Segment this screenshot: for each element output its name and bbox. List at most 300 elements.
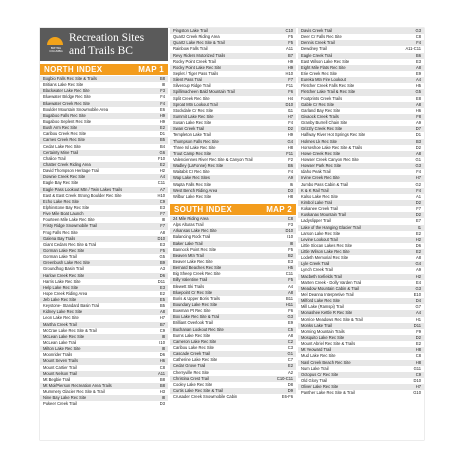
site-name: Morrice Meadows Rec Site & Trail [301, 316, 363, 322]
grid-code: G5 [159, 254, 165, 260]
grid-code: D3 [287, 187, 293, 193]
site-name: Mount Nelson Trail [43, 370, 78, 376]
site-name: Three Isl Lake Rec Site [173, 144, 216, 150]
site-name: Erie Creek Rec Site [301, 70, 337, 76]
grid-code: B4 [159, 143, 165, 149]
site-name: Mill Lake (Ramspi) Trail [301, 304, 344, 310]
grid-code: C8 [415, 353, 421, 359]
site-name: Ladyslipper Trail [301, 218, 331, 224]
site-name: David Thompson Heritage Trail [43, 168, 100, 174]
site-name: Bluepoint Cr Rec Site [173, 289, 213, 295]
site-name: Lodeth Memorial Rec Site [301, 255, 349, 261]
grid-code: C11 [157, 180, 165, 186]
grid-code: H8 [415, 359, 421, 365]
site-name: Morning Mountain Trails [301, 328, 345, 334]
grid-code: E7 [415, 218, 421, 224]
north-index-header [40, 64, 168, 75]
site-name: Horseshoe Lake Rec Site & Trails [301, 144, 363, 150]
index-column-1 [40, 28, 168, 440]
grid-code: F7 [288, 77, 293, 83]
south-index-map: MAP 2 [266, 205, 292, 214]
site-name: Fourteen Mile Lake Rec Site [43, 217, 95, 223]
site-name: Moonrider Trails [43, 352, 73, 358]
site-name: Silent Pass Trail [173, 77, 203, 83]
south-index-label: SOUTH INDEX [174, 205, 232, 214]
grid-code: F6 [288, 308, 293, 314]
site-name: Blewett Ski Trails [173, 283, 205, 289]
site-name: Bush Arm Rec Site [43, 125, 78, 131]
site-name: Givaock Creek Trails [301, 113, 339, 119]
grid-code: B6 [287, 163, 293, 169]
grid-code: I10 [159, 340, 165, 346]
grid-code: E2 [287, 363, 293, 369]
grid-code: A4 [415, 310, 421, 316]
site-name: Jumbo Pass Cabin & Trail [301, 181, 349, 187]
grid-code: E3 [159, 204, 165, 210]
south-index-list-2 [298, 28, 424, 396]
grid-code: C9 [159, 198, 165, 204]
grid-code: F9 [416, 328, 421, 334]
grid-code: E2 [159, 290, 165, 296]
site-name: Caribou Creek Rec Site [43, 131, 87, 137]
grid-code: B2 [287, 252, 293, 258]
site-name: Sproat Mtn Lookout Trail [173, 101, 218, 107]
site-name: Greenbush Lake Rec Site [43, 260, 90, 266]
grid-code: F7 [416, 206, 421, 212]
grid-code: C9 [159, 327, 165, 333]
grid-code: C10 [285, 28, 293, 33]
site-name: Cameron Lake Rec Site [173, 338, 217, 344]
site-name: Mt Moi/Pierson Recreation Area Trails [43, 383, 112, 389]
site-name: Revy Riders Motorized Trails [173, 52, 226, 58]
site-name: Thompson Falls Rec Site [173, 138, 219, 144]
site-name: Carnes Creek Rec Site [43, 137, 85, 143]
grid-code: H2 [159, 168, 165, 174]
grid-code: A8 [415, 255, 421, 261]
grid-code: F4 [160, 100, 165, 106]
site-name: Box Lake Rec Site & Trail [173, 314, 220, 320]
site-name: Cascade Creek Trail [173, 351, 211, 357]
site-name: Grizzly Creek Rec Site [301, 126, 343, 132]
grid-code: F3 [160, 88, 165, 94]
site-name: Kimbol Lake Trail [301, 199, 333, 205]
grid-code: D4 [415, 298, 421, 304]
grid-code: F8 [416, 113, 421, 119]
grid-code: G2 [415, 181, 421, 187]
grid-code: A9 [415, 267, 421, 273]
site-name: Martha Creek Trail [43, 321, 77, 327]
sun-icon [47, 37, 63, 45]
site-name: Dewdney Trail [301, 46, 327, 52]
grid-code: A4 [287, 283, 293, 289]
site-name: Harlow Creek Rec Site [43, 272, 85, 278]
site-name: Boulder Mountain Snowmobile Area [43, 106, 109, 112]
south-index-header [170, 204, 296, 215]
site-name: Eagle Pass Lookout Mtn / Twin Lakes Trails [43, 186, 123, 192]
site-name: Granby Burrell Chain Site [301, 120, 348, 126]
site-name: Keystone- Standard Basin Trail [43, 303, 100, 309]
site-name: Buchanan Lookout Rec Site [173, 326, 224, 332]
site-name: Num Lake Trail [301, 365, 329, 371]
site-name: Britians Lake Rec Site [43, 82, 84, 88]
index-column-3 [298, 28, 424, 440]
grid-code: E8 [415, 95, 421, 101]
site-name: Howser Park Rec Site [301, 163, 342, 169]
grid-code: D11 [157, 278, 165, 284]
grid-code: I8 [161, 217, 165, 223]
site-name: Beaven Mtn Trail [173, 252, 204, 258]
grid-code: B8 [159, 376, 165, 382]
site-name: Quartz Lake Rec Site & Trail [173, 40, 225, 46]
index-sheet [40, 28, 424, 440]
site-name: Stockdale Cr Rec Site [173, 107, 214, 113]
site-name: Kuskanax Mountain Trail [301, 212, 346, 218]
site-name: Lyle Creek Trail [301, 261, 330, 267]
grid-code: H6 [159, 358, 165, 364]
site-name: Catherine Lake Rec Site [173, 357, 218, 363]
grid-code: F11 [286, 83, 293, 89]
grid-code: H2 [415, 236, 421, 242]
site-name: Beaver Lake Rec Site [173, 258, 213, 264]
grid-code: E10 [413, 292, 421, 298]
site-name: Boundary Lake Rec Site [173, 301, 218, 307]
site-name: K & K Rail Trail [301, 187, 329, 193]
site-name: Lake of the Hanging Glacier Trail [301, 224, 361, 230]
grid-code: D10 [157, 235, 165, 241]
grid-code: H9 [159, 118, 165, 124]
site-name: Milton Lake Rec Site [43, 346, 81, 352]
site-name: Spillimacheen Bald Mountain Trail [173, 89, 235, 95]
grid-code: E4 [415, 279, 421, 285]
grid-code: E2 [159, 161, 165, 167]
site-name: Echo Lake Rec Site [43, 198, 79, 204]
grid-code: A8 [287, 332, 293, 338]
grid-code: C8 [159, 364, 165, 370]
bc-logo [44, 33, 66, 57]
grid-code: H4 [287, 95, 293, 101]
site-name: Davis Creek Trail [301, 28, 333, 33]
site-name: Burns Lake Rec Site [173, 332, 211, 338]
grid-code: H1 [415, 316, 421, 322]
grid-code: C10-C11 [276, 375, 293, 381]
site-name: McLean Lake Rec Site [43, 333, 85, 339]
grid-code: F4 [288, 169, 293, 175]
site-name: East & East Creek Strong Boulder Rec Site [43, 192, 122, 198]
site-name: Nine Bay Lake Rec Site [43, 395, 87, 401]
grid-code: G4 [415, 261, 421, 267]
site-name: Summit Lake Rec Site [173, 113, 214, 119]
site-name: Mel Deanna Interpretive Trail [301, 292, 354, 298]
site-name: Cedar Grove Trail [173, 363, 206, 369]
site-name: Boris & Upper Boris Trails [173, 295, 220, 301]
site-name: Mosquito Lake Rec Site [301, 335, 345, 341]
site-name: Lynch Creek Trail [301, 267, 333, 273]
site-name: Deer Cr Falls Rec Site [301, 34, 342, 40]
site-name: Garland Bay Rec Site [301, 107, 341, 113]
site-name: Certainty Mine Trail [43, 149, 79, 155]
site-name: Meadow Mountain Cabin & Trail [301, 285, 360, 291]
grid-code: B7 [287, 52, 293, 58]
grid-code: F4 [416, 169, 421, 175]
grid-code: A7 [159, 186, 165, 192]
site-name: Rocky Point Creek Trail [173, 58, 216, 64]
grid-code: G11 [413, 365, 421, 371]
grid-code: A8 [415, 101, 421, 107]
grid-code: H5 [415, 83, 421, 89]
site-name: Templeton Lake Trail [173, 132, 211, 138]
site-name: Milford Lake Rec Site [301, 298, 340, 304]
site-name: Elphinstone Bay Rec Site [43, 204, 90, 210]
grid-code: F5 [288, 40, 293, 46]
grid-code: D10 [413, 378, 421, 384]
site-name: Panther Lake Rec Site & Trail [301, 390, 355, 396]
site-name: Old Glory Trail [301, 378, 328, 384]
grid-code: G1 [287, 351, 293, 357]
site-name: Halfway River Hot Springs Rec Site [301, 132, 366, 138]
site-name: Rocky Point Lake Rec Site [173, 64, 222, 70]
grid-code: F11 [286, 150, 293, 156]
grid-code: E9 [415, 70, 421, 76]
site-name: Bernard Beaches Rec Site [173, 265, 222, 271]
grid-code: C5 [287, 326, 293, 332]
grid-code: H7 [287, 113, 293, 119]
site-name: Arkansas Lake Rec Site [173, 228, 217, 234]
site-name: Little Slocan Lakes Rec Site [301, 242, 352, 248]
grid-code: B8 [159, 383, 165, 389]
site-name: Split Creek Rec Site [173, 95, 210, 101]
site-name: Crusader Creek Snowmobile Cabin [173, 394, 238, 400]
site-name: Irvine Creek Rec Site [301, 175, 340, 181]
site-name: Monashee Kettle R Rec Site [301, 310, 353, 316]
site-name: Footprints Creek Trails [301, 95, 343, 101]
site-name: Silvercup Ridge Trail [173, 83, 211, 89]
grid-code: I8 [161, 333, 165, 339]
south-index-list-1 [170, 216, 296, 400]
site-name: Susan Lake Rec Site [173, 120, 212, 126]
grid-code: G3 [287, 314, 293, 320]
grid-code: F5 [288, 277, 293, 283]
grid-code: B5 [159, 303, 165, 309]
grid-code: G10 [413, 390, 421, 396]
site-name: Cedar Lake Rec Site [43, 143, 81, 149]
site-name: Bogbio Falls Rec Site & Trails [43, 76, 97, 81]
site-name: Mt Yeoward Trail [301, 347, 332, 353]
grid-code: C11 [285, 271, 293, 277]
grid-code: D2 [415, 335, 421, 341]
grid-code: D2 [415, 199, 421, 205]
grid-code: A11 [158, 370, 165, 376]
site-name: Pukeer Creek Trail [43, 401, 77, 407]
site-name: Gorman Lake Rec Site [43, 247, 85, 253]
grid-code: D10 [285, 101, 293, 107]
site-name: Howser Creek Canyon Rec Site [301, 156, 359, 162]
site-name: Bannock Point Rec Site [173, 246, 217, 252]
site-name: Monks Lake Trail [301, 322, 332, 328]
site-name: Frog Falls Rec Site [43, 229, 78, 235]
grid-code: H7 [159, 315, 165, 321]
site-name: McCrae Lake Rec Site & Trail [43, 327, 97, 333]
site-name: Mount Seven Trails [43, 358, 79, 364]
site-name: Cherryville Rec Site [173, 369, 209, 375]
logo-text: BRITISH COLUMBIA [49, 47, 63, 53]
grid-code: E3 [159, 284, 165, 290]
grid-code: I1 [417, 224, 421, 230]
grid-code: I8 [161, 82, 165, 88]
site-name: Howe Creek Rec Site [301, 150, 341, 156]
grid-code: B8 [159, 76, 165, 81]
grid-code: E3 [415, 58, 421, 64]
site-name: Mummery Glacier Rec Site & Trail [43, 389, 105, 395]
north-index-label: NORTH INDEX [44, 65, 103, 74]
grid-code: E2 [415, 341, 421, 347]
grid-code: A2 [287, 369, 293, 375]
site-name: Curtis Lake Rec Site & Trail [173, 387, 224, 393]
site-name: Galena Bay Trails [43, 235, 76, 241]
site-name: Wadley (LaFonne) Rec Site [173, 163, 224, 169]
grid-code: F2 [288, 156, 293, 162]
site-name: 24 Mile Riding Area [173, 216, 209, 221]
grid-code: G3 [415, 163, 421, 169]
grid-code: D7 [415, 126, 421, 132]
grid-code: D6 [159, 352, 165, 358]
grid-code: F6 [288, 89, 293, 95]
site-name: Wap Lake Rec Sites [173, 175, 210, 181]
site-name: Levine Lookout Trail [301, 236, 338, 242]
site-name: Quartz Creek Riding Area [173, 34, 220, 40]
site-name: Mud Lake Rec Site [301, 353, 336, 359]
site-name: Pingston Lake Trail [173, 28, 208, 33]
grid-code: G4 [287, 138, 293, 144]
site-name: Caribou Lake Rec Site [173, 344, 214, 350]
list-item [40, 401, 168, 407]
grid-code: A8 [159, 309, 165, 315]
site-name: Groundhog Basin Trail [43, 266, 84, 272]
header-banner [40, 28, 168, 61]
site-name: Eagle Creek Trail [301, 52, 333, 58]
site-name: Alps Alturas Trail [173, 222, 204, 228]
site-name: Fletcher Creek Falls Rec Site [301, 83, 355, 89]
grid-code: D11 [413, 322, 421, 328]
grid-code: F4 [416, 40, 421, 46]
grid-code: B7 [159, 321, 165, 327]
site-name: McLean Lake Trail [43, 340, 77, 346]
site-name: Wapta Falls Rec Site [173, 181, 212, 187]
site-name: Chalice Trail [43, 155, 66, 161]
site-name: Billy Valentine Trail [173, 277, 208, 283]
site-name: Nasl Creek Beach Rec Site [301, 359, 351, 365]
grid-code: C2 [287, 338, 293, 344]
grid-code: H7 [415, 384, 421, 390]
site-name: Five Mile Boat Launch [43, 211, 84, 217]
site-name: Hope Creek Riding Area [43, 290, 88, 296]
list-item [170, 194, 296, 200]
grid-code: H8 [287, 144, 293, 150]
site-name: Kidney Lake Rec Site [43, 309, 83, 315]
site-name: Christina Crest Trail [173, 375, 209, 381]
index-column-2 [170, 28, 296, 440]
grid-code: F10 [157, 155, 165, 161]
site-name: Kokanee Creek Trail [301, 206, 339, 212]
grid-code: A8 [287, 289, 293, 295]
site-name: Balancing Rock Trail [173, 234, 211, 240]
grid-code: E3 [159, 241, 165, 247]
list-item [170, 394, 296, 400]
site-name: Bowman Pt Rec Site [173, 308, 211, 314]
site-name: Mount Abriel Rec Site & Trails [301, 341, 356, 347]
grid-code: D2 [287, 126, 293, 132]
grid-code: H8 [287, 193, 293, 199]
grid-code: G1 [415, 156, 421, 162]
grid-code: C8 [287, 216, 293, 221]
grid-code: B5 [159, 137, 165, 143]
grid-code: F4 [160, 94, 165, 100]
north-index-list-2 [170, 28, 296, 200]
title-line-2: and Trails BC [69, 44, 133, 57]
site-name: Help Lake Rec Site [43, 284, 79, 290]
grid-code: G7 [415, 304, 421, 310]
grid-code: B11 [286, 295, 293, 301]
grid-code: F4 [288, 120, 293, 126]
site-name: Eagle Bay Rec Site [43, 180, 79, 186]
grid-code: G5 [415, 89, 421, 95]
site-name: Fristy Ridge Snowmobile Trail [43, 223, 98, 229]
grid-code: F3 [288, 222, 293, 228]
grid-code: A8 [415, 64, 421, 70]
title-line-1: Recreation Sites [69, 32, 145, 44]
grid-code: C7 [287, 357, 293, 363]
grid-code: E6 [159, 106, 165, 112]
site-name: Mount Cartier Trail [43, 364, 77, 370]
site-name: Idaho Peak Trail [301, 169, 331, 175]
grid-code: D2 [415, 212, 421, 218]
grid-code: I8 [161, 346, 165, 352]
grid-code: C9 [415, 371, 421, 377]
grid-code: F5 [288, 34, 293, 40]
site-name: Swan Creek Trail [173, 126, 205, 132]
site-name: East Wilson Lake Rec Site [301, 58, 350, 64]
site-name: Bluewater Creek Rec Site [43, 100, 90, 106]
site-name: Little Wilson Lake Rec Site [301, 249, 350, 255]
grid-code: I8 [289, 240, 293, 246]
site-name: Bluewater Bridge Rec Site [43, 94, 91, 100]
grid-code: F5 [160, 247, 165, 253]
grid-code: D10 [285, 228, 293, 234]
site-name: Harris Lake Rec Site [43, 278, 81, 284]
grid-code: F5 [288, 246, 293, 252]
site-name: Valenciennes River Rec Site & Canyon Trail [173, 156, 253, 162]
grid-code: A11-C11 [405, 46, 421, 52]
grid-code: H10 [285, 70, 293, 76]
site-name: Fletcher Lake Trail & Rec Site [301, 89, 356, 95]
grid-code: H9 [159, 112, 165, 118]
site-name: Jeb Lake Rec Site [43, 297, 77, 303]
site-name: Kalso Lake Rec Site [301, 193, 338, 199]
grid-code: H2 [415, 273, 421, 279]
site-name: Octopus Cr Rec Site [301, 371, 339, 377]
grid-code: C3 [287, 344, 293, 350]
site-name: Leon Lake Rec Site [43, 315, 79, 321]
grid-code: D1 [159, 131, 165, 137]
grid-code: H7 [415, 175, 421, 181]
grid-code: D2 [415, 144, 421, 150]
site-name: Holmes Lk Rec Site [301, 138, 337, 144]
grid-code: A8 [415, 150, 421, 156]
grid-code: D9 [287, 387, 293, 393]
grid-code: F7 [160, 223, 165, 229]
grid-code: B9 [159, 260, 165, 266]
site-name: Giant Cedars Rec Site & Trail [43, 241, 97, 247]
site-name: Bugaboo Seplent Rec Site [43, 118, 92, 124]
